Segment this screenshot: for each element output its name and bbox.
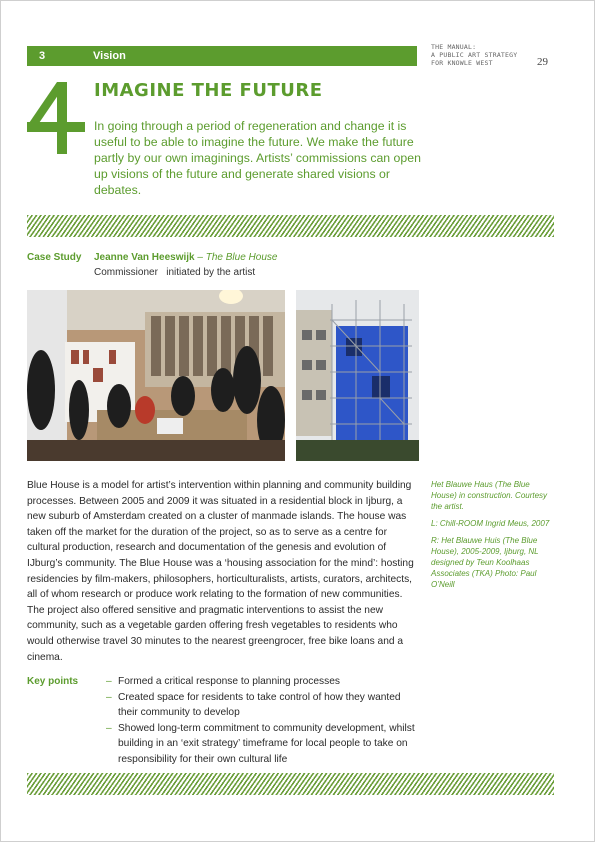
hatch-divider-bottom	[27, 773, 554, 795]
photo-chill-room	[27, 290, 285, 461]
case-study-body: Blue House is a model for artist’s intervention within planning and community building processes. Between 2005 and 2009 it was situated in a residential block in Ijburg, a new suburb of Amsterdam created on a cluster of manmade islands. The house was taken off the market for the duration of the project, so as to serve as a centre for cultural production, research and documentation of the genesis and evolution of IJburg’s community. The Blue House was a ‘housing association for the mind’: hosting residencies by film-makers, philosophers, horticulturalists, artists, curators, architects, all of whom research or produce work relating to the formation of new communities. The project also offered sensitive and pragmatic interventions to assist the new community, such as a vegetable garden offering fresh vegetables to residents who would otherwise travel 30 minutes to the nearest greengrocer, free bike loans and a cinema.	[27, 480, 414, 663]
case-study-work: The Blue House	[205, 252, 278, 263]
photo-blue-house	[296, 290, 419, 461]
key-point-item: – Formed a critical response to planning processes	[106, 674, 416, 690]
key-point-item: – Created space for residents to take control of how they wanted their community to develop	[106, 690, 416, 721]
page-number: 29	[537, 56, 548, 68]
title-separator: –	[194, 252, 206, 263]
commissioner-line	[94, 267, 255, 278]
publication-title	[431, 43, 517, 67]
case-study-author: Jeanne Van Heeswijk	[94, 252, 195, 263]
case-study-label: Case Study	[27, 252, 82, 263]
commissioner-label: Commissioner	[94, 267, 158, 278]
section-bar	[27, 46, 417, 66]
publication-title-line: FOR KNOWLE WEST	[431, 59, 493, 67]
photo-captions	[431, 479, 556, 596]
caption-left: L: Chill-ROOM Ingrid Meus, 2007	[431, 519, 550, 528]
caption-construction: Het Blauwe Haus (The Blue House) in construction. Courtesy the artist.	[431, 480, 548, 511]
chapter-heading: IMAGINE THE FUTURE	[94, 80, 323, 101]
publication-title-line: THE MANUAL:	[431, 43, 477, 51]
key-point-item: – Showed long-term commitment to community development, whilst building in an ‘exit strategy’ timeframe for local people to take on responsibility for their own cultural life	[106, 721, 416, 768]
chapter-number-4	[27, 82, 85, 154]
chapter-intro: In going through a period of regeneration and change it is useful to be able to imagine the future. We make the future partly by our own imaginings. Artists’ commissions can open up visions of the future and generate shared visions or debates.	[94, 119, 421, 197]
commissioner-value: initiated by the artist	[166, 267, 256, 278]
case-study-title	[94, 252, 277, 263]
key-points-list	[106, 674, 416, 768]
section-number: 3	[38, 50, 46, 62]
caption-right: R: Het Blauwe Huis (The Blue House), 2005-2009, Ijburg, NL designed by Teun Koolhaas Associates (TKA) Photo: Paul O’Neill	[431, 536, 539, 589]
publication-title-line: A PUBLIC ART STRATEGY	[431, 51, 518, 59]
hatch-divider-top	[27, 215, 554, 237]
section-title: Vision	[93, 50, 126, 62]
key-points-label: Key points	[27, 676, 79, 687]
